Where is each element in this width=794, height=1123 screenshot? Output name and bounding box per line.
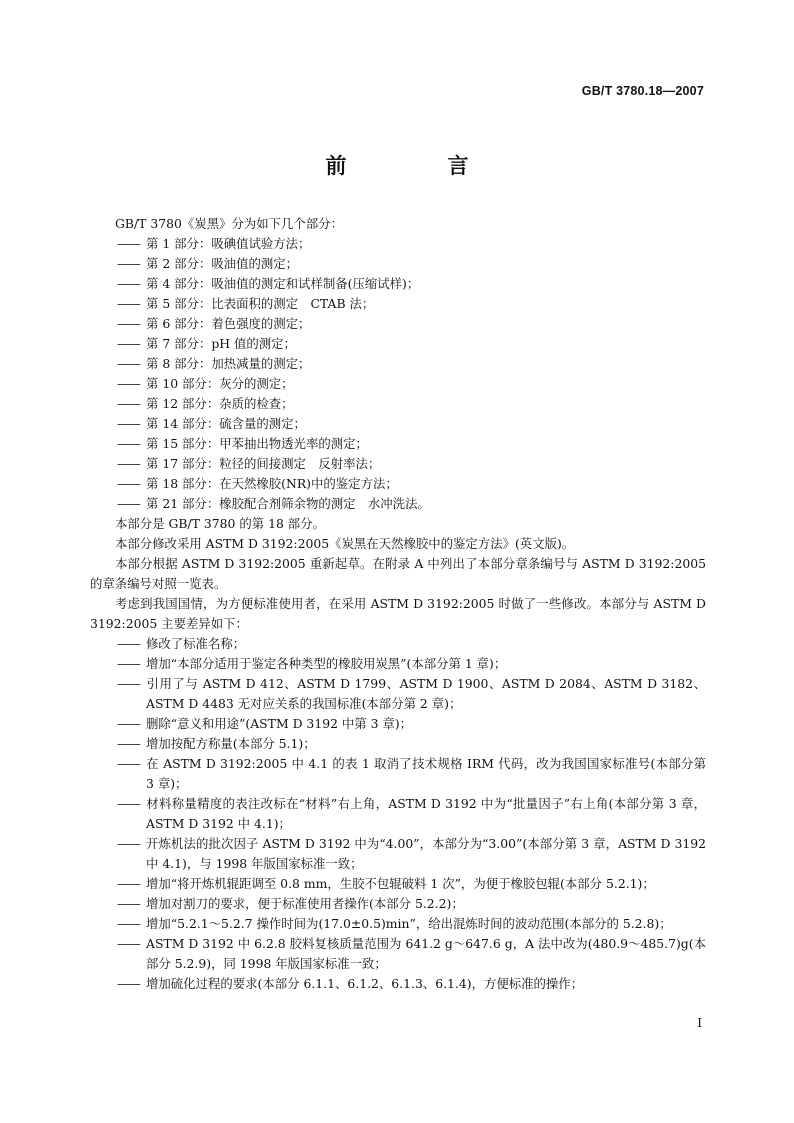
- page-title: 前 言: [325, 153, 509, 178]
- part-list-item: [90, 354, 706, 374]
- dash-mark: ——: [117, 796, 140, 811]
- dash-mark: ——: [117, 756, 140, 771]
- part-list-item: [90, 454, 706, 474]
- difference-list-item: [90, 974, 706, 994]
- part-list-item-text: 第 8 部分：加热减量的测定；: [146, 356, 311, 371]
- difference-list-item-text: 增加对割刀的要求，便于标准使用者操作(本部分 5.2.2)；: [146, 896, 464, 911]
- part-list-item-text: 第 18 部分：在天然橡胶(NR)中的鉴定方法；: [146, 476, 398, 491]
- part-list-item: [90, 414, 706, 434]
- difference-list-item-text: 引用了与 ASTM D 412、ASTM D 1799、ASTM D 1900、ASTM D 2084、ASTM D 3182、ASTM D 4483 无对应关系的我国标准(本部分第 2 章)；: [146, 676, 706, 711]
- intro-paragraph: GB/T 3780《炭黑》分为如下几个部分：: [115, 216, 343, 231]
- foreword-body: [90, 214, 706, 994]
- difference-list-item-text: 在 ASTM D 3192:2005 中 4.1 的表 1 取消了技术规格 IRM 代码，改为我国国家标准号(本部分第 3 章)；: [146, 756, 706, 791]
- difference-list-item: [90, 794, 706, 834]
- difference-list-item: [90, 754, 706, 794]
- dash-mark: ——: [117, 236, 140, 251]
- dash-mark: ——: [117, 936, 140, 951]
- standard-code: GB/T 3780.18—2007: [581, 84, 704, 98]
- difference-list-item: [90, 934, 706, 974]
- redraft-statement: 本部分根据 ASTM D 3192:2005 重新起草。在附录 A 中列出了本部分章条编号与 ASTM D 3192:2005 的章条编号对照一览表。: [90, 556, 706, 591]
- difference-list-item: [90, 714, 706, 734]
- part-list-item-text: 第 12 部分：杂质的检查；: [146, 396, 294, 411]
- differences-list: [90, 634, 706, 994]
- difference-list-item: [90, 654, 706, 674]
- dash-mark: ——: [117, 976, 140, 991]
- page-number: I: [697, 1016, 702, 1030]
- adoption-statement: 本部分修改采用 ASTM D 3192:2005《炭黑在天然橡胶中的鉴定方法》(英文版)。: [115, 536, 575, 551]
- part-list-item: [90, 254, 706, 274]
- differences-intro: 考虑到我国国情，为方便标准使用者，在采用 ASTM D 3192:2005 时做了一些修改。本部分与 ASTM D 3192:2005 主要差异如下：: [90, 596, 706, 631]
- part-list-item-text: 第 17 部分：粒径的间接测定 反射率法；: [146, 456, 381, 471]
- part-list-item-text: 第 6 部分：着色强度的测定；: [146, 316, 311, 331]
- dash-mark: ——: [117, 456, 140, 471]
- part-statement: 本部分是 GB/T 3780 的第 18 部分。: [115, 516, 325, 531]
- dash-mark: ——: [117, 916, 140, 931]
- difference-list-item: [90, 834, 706, 874]
- part-list-item-text: 第 14 部分：硫含量的测定；: [146, 416, 306, 431]
- dash-mark: ——: [117, 316, 140, 331]
- part-list-item: [90, 474, 706, 494]
- difference-list-item-text: 增加“本部分适用于鉴定各种类型的橡胶用炭黑”(本部分第 1 章)；: [146, 656, 507, 671]
- difference-list-item: [90, 894, 706, 914]
- dash-mark: ——: [117, 256, 140, 271]
- part-list-item: [90, 334, 706, 354]
- dash-mark: ——: [117, 736, 140, 751]
- dash-mark: ——: [117, 376, 140, 391]
- difference-list-item-text: ASTM D 3192 中 6.2.8 胶料复核质量范围为 641.2 g～647.6 g，A 法中改为(480.9～485.7)g(本部分 5.2.9)，同 1998 年版国家标准一致；: [146, 936, 706, 971]
- dash-mark: ——: [117, 336, 140, 351]
- difference-list-item: [90, 914, 706, 934]
- difference-list-item-text: 增加按配方称量(本部分 5.1)；: [146, 736, 316, 751]
- dash-mark: ——: [117, 476, 140, 491]
- dash-mark: ——: [117, 436, 140, 451]
- difference-list-item: [90, 674, 706, 714]
- difference-list-item: [90, 634, 706, 654]
- dash-mark: ——: [117, 676, 140, 691]
- difference-list-item-text: 修改了标准名称；: [146, 636, 246, 651]
- part-list-item-text: 第 21 部分：橡胶配合剂筛余物的测定 水冲洗法。: [146, 496, 430, 511]
- dash-mark: ——: [117, 396, 140, 411]
- part-list-item-text: 第 4 部分：吸油值的测定和试样制备(压缩试样)；: [146, 276, 420, 291]
- part-list-item: [90, 494, 706, 514]
- difference-list-item-text: 增加“5.2.1～5.2.7 操作时间为(17.0±0.5)min”，给出混炼时间的波动范围(本部分的 5.2.8)；: [146, 916, 672, 931]
- difference-list-item: [90, 874, 706, 894]
- dash-mark: ——: [117, 836, 140, 851]
- difference-list-item: [90, 734, 706, 754]
- difference-list-item-text: 材料称量精度的表注改标在“材料”右上角，ASTM D 3192 中为“批量因子”右上角(本部分第 3 章，ASTM D 3192 中 4.1)；: [146, 796, 706, 831]
- part-list-item: [90, 294, 706, 314]
- dash-mark: ——: [117, 416, 140, 431]
- dash-mark: ——: [117, 636, 140, 651]
- dash-mark: ——: [117, 656, 140, 671]
- part-list-item: [90, 394, 706, 414]
- part-list-item: [90, 314, 706, 334]
- dash-mark: ——: [117, 896, 140, 911]
- dash-mark: ——: [117, 276, 140, 291]
- parts-list: [90, 234, 706, 514]
- dash-mark: ——: [117, 716, 140, 731]
- difference-list-item-text: 开炼机法的批次因子 ASTM D 3192 中为“4.00”，本部分为“3.00”(本部分第 3 章，ASTM D 3192 中 4.1)，与 1998 年版国家标准一致；: [146, 836, 706, 871]
- dash-mark: ——: [117, 876, 140, 891]
- part-list-item-text: 第 2 部分：吸油值的测定；: [146, 256, 299, 271]
- part-list-item: [90, 434, 706, 454]
- dash-mark: ——: [117, 296, 140, 311]
- part-list-item: [90, 274, 706, 294]
- dash-mark: ——: [117, 356, 140, 371]
- part-list-item-text: 第 1 部分：吸碘值试验方法；: [146, 236, 311, 251]
- part-list-item-text: 第 10 部分：灰分的测定；: [146, 376, 294, 391]
- difference-list-item-text: 增加“将开炼机辊距调至 0.8 mm，生胶不包辊破料 1 次”，为便于橡胶包辊(本部分 5.2.1)；: [146, 876, 655, 891]
- dash-mark: ——: [117, 496, 140, 511]
- difference-list-item-text: 增加硫化过程的要求(本部分 6.1.1、6.1.2、6.1.3、6.1.4)，方便标准的操作；: [146, 976, 584, 991]
- part-list-item-text: 第 15 部分：甲苯抽出物透光率的测定；: [146, 436, 368, 451]
- difference-list-item-text: 删除“意义和用途”(ASTM D 3192 中第 3 章)；: [146, 716, 413, 731]
- part-list-item-text: 第 7 部分：pH 值的测定；: [146, 336, 296, 351]
- part-list-item: [90, 234, 706, 254]
- part-list-item: [90, 374, 706, 394]
- part-list-item-text: 第 5 部分：比表面积的测定 CTAB 法；: [146, 296, 375, 311]
